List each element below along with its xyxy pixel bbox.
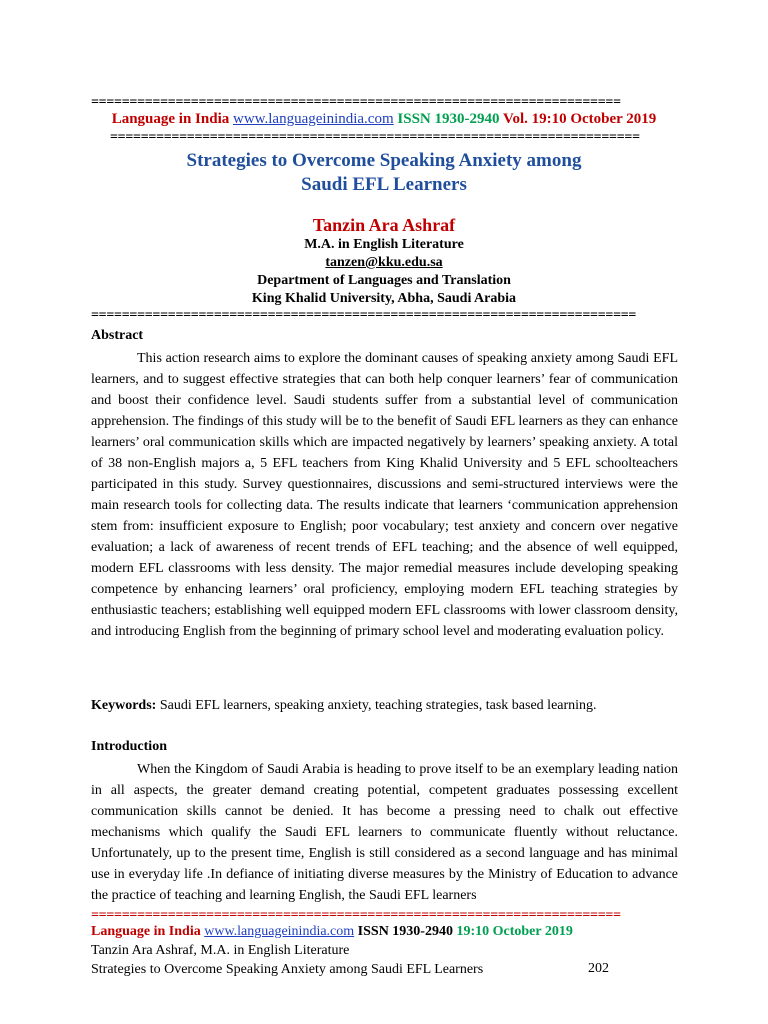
keywords-label: Keywords: xyxy=(91,698,157,713)
journal-header xyxy=(0,111,768,128)
keywords-text: Saudi EFL learners, speaking anxiety, teaching strategies, task based learning. xyxy=(156,698,597,713)
journal-name: Language in India xyxy=(111,111,230,127)
journal-volume: Vol. 19:10 October 2019 xyxy=(502,111,657,127)
title-line-1: Strategies to Overcome Speaking Anxiety among xyxy=(186,150,582,171)
footer-url-link[interactable]: www.languageinindia.com xyxy=(204,924,355,939)
footer-author: Tanzin Ara Ashraf, M.A. in English Literature xyxy=(91,943,350,958)
header-rule-bottom: ===================================================================== xyxy=(110,131,640,145)
journal-issn: ISSN 1930-2940 xyxy=(397,111,500,127)
footer-rule: ===================================================================== xyxy=(91,909,621,923)
author-degree: M.A. in English Literature xyxy=(304,237,464,252)
footer-journal-name: Language in India xyxy=(91,924,201,939)
footer-journal xyxy=(91,922,573,942)
section-separator: ======================================================================= xyxy=(91,309,637,323)
header-rule-top: ===================================================================== xyxy=(91,96,621,110)
author-email-row xyxy=(0,254,768,272)
journal-url-link[interactable]: www.languageinindia.com xyxy=(232,111,394,127)
author-university: King Khalid University, Abha, Saudi Arabia xyxy=(251,291,517,306)
abstract-text: This action research aims to explore the dominant causes of speaking anxiety among Saudi EFL learners, and to suggest effective strategies that can both help conquer learners’ fear of communication and boost their confidence level. Saudi students suffer from a substantial level of communication apprehension. The findings of this study will be to the benefit of Saudi EFL learners as they can enhance learners’ oral communication skills which are impacted negatively by learners’ speaking anxiety. A total of 38 non-English majors a, 5 EFL teachers from King Khalid University and 5 EFL schoolteachers participated in this study. Survey questionnaires, discussions and semi-structured interviews were the main research tools for collecting data. The results indicate that learners ‘communication apprehension stem from: insufficient exposure to English; poor vocabulary; test anxiety and concern over negative evaluation; a lack of awareness of recent trends of EFL teaching; and the absence of well equipped, modern EFL classrooms with less density. The major remedial measures include developing speaking competence by enhancing learners’ oral proficiency, employing modern EFL teaching strategies by enthusiastic teachers; establishing well equipped modern EFL classrooms with lower classroom density, and introducing English from the beginning of primary school level and moderating evaluation policy. xyxy=(91,351,678,639)
title-line-2: Saudi EFL Learners xyxy=(301,174,467,195)
footer-volume: 19:10 October 2019 xyxy=(456,924,573,939)
abstract-heading: Abstract xyxy=(91,328,144,343)
footer-issn: ISSN 1930-2940 xyxy=(357,924,453,939)
introduction-body xyxy=(91,759,678,906)
abstract-body xyxy=(91,348,678,642)
footer-title: Strategies to Overcome Speaking Anxiety among Saudi EFL Learners xyxy=(91,962,484,977)
keywords-line xyxy=(91,695,678,716)
article-title xyxy=(0,149,768,197)
author-email-link[interactable]: tanzen@kku.edu.sa xyxy=(325,255,443,270)
author-name: Tanzin Ara Ashraf xyxy=(312,215,456,235)
introduction-text: When the Kingdom of Saudi Arabia is heading to prove itself to be an exemplary leading nation in all aspects, the greater demand creating potential, competent graduates possessing excellent communication skills cannot be denied. It has become a pressing need to chalk out effective mechanisms which qualify the Saudi EFL learners to communicate fluently without reluctance. Unfortunately, up to the present time, English is still considered as a second language and has minimal use in everyday life .In defiance of initiating diverse measures by the Ministry of Education to advance the practice of teaching and learning English, the Saudi EFL learners xyxy=(91,762,678,903)
page-number: 202 xyxy=(588,961,609,976)
author-department: Department of Languages and Translation xyxy=(257,273,511,288)
introduction-heading: Introduction xyxy=(91,739,167,754)
